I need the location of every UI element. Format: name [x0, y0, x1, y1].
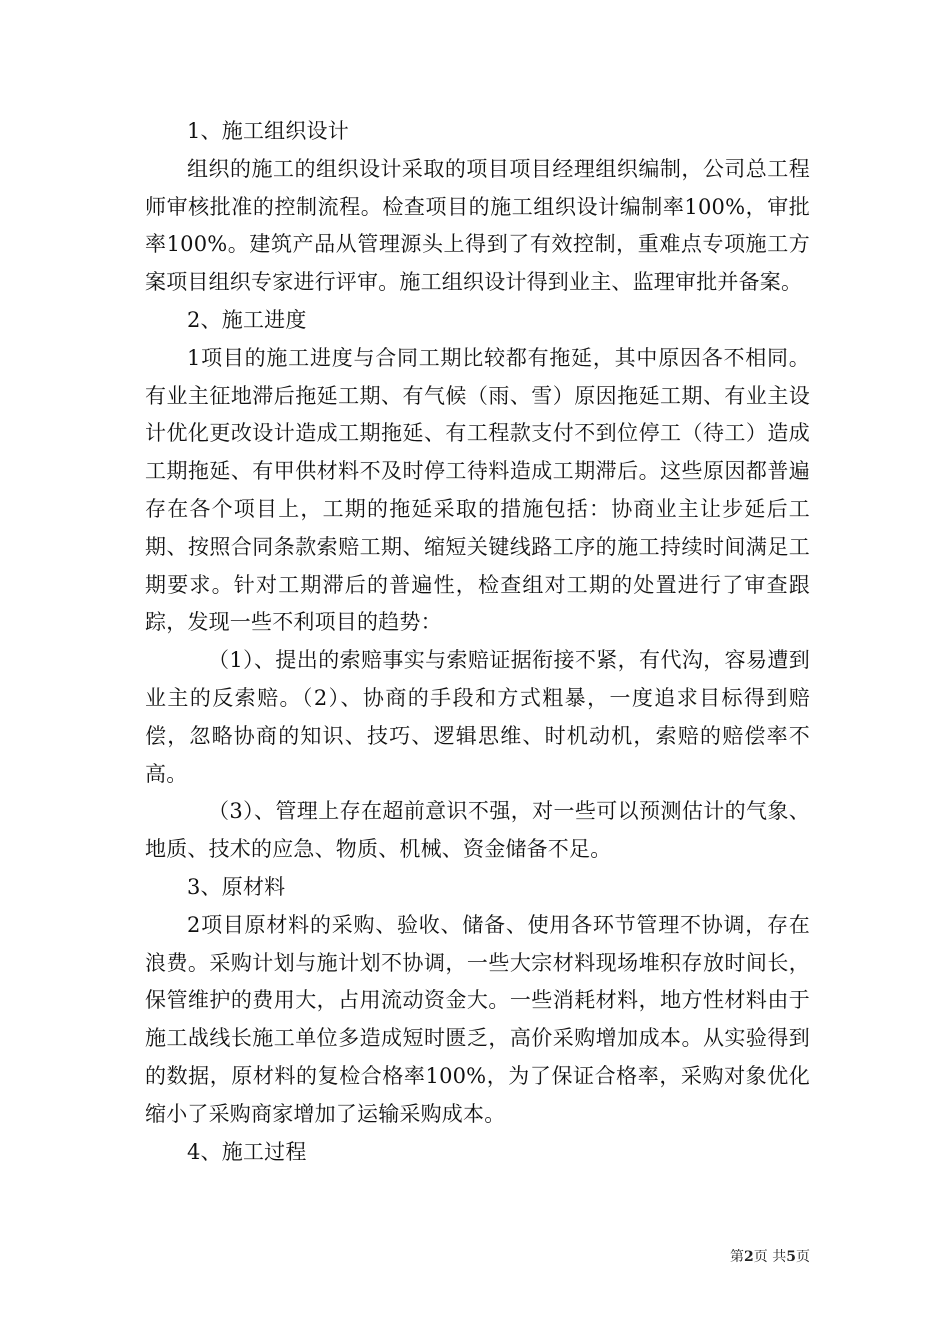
- section-heading-raw-materials: 3、原材料: [187, 874, 286, 899]
- document-body: [145, 113, 810, 1171]
- footer-total-pages: 5: [786, 1249, 796, 1265]
- paragraph-construction-design: 组织的施工的组织设计采取的项目项目经理组织编制，公司总工程师审核批准的控制流程。检查项目的施工组织设计编制率100%，审批率100%。建筑产品从管理源头上得到了有效控制，重难点专项施工方案项目组织专家进行评审。施工组织设计得到业主、监理审批并备案。: [145, 156, 810, 295]
- page-number-footer: [700, 1246, 810, 1266]
- section-heading-construction-progress: 2、施工进度: [187, 307, 307, 332]
- footer-prefix: 第: [730, 1249, 745, 1265]
- footer-middle: 页 共: [753, 1249, 787, 1265]
- footer-current-page: 2: [744, 1249, 754, 1265]
- footer-suffix: 页: [796, 1249, 810, 1265]
- paragraph-progress-issue-3: （3）、管理上存在超前意识不强，对一些可以预测估计的气象、地质、技术的应急、物质、机械、资金储备不足。: [145, 799, 810, 862]
- paragraph-progress-issues-1-2: （1）、提出的索赔事实与索赔证据衔接不紧，有代沟，容易遭到业主的反索赔。（2）、协商的手段和方式粗暴，一度追求目标得到赔偿，忽略协商的知识、技巧、逻辑思维、时机动机，索赔的赔偿率不高。: [145, 648, 810, 786]
- paragraph-raw-materials: 2项目原材料的采购、验收、储备、使用各环节管理不协调，存在浪费。采购计划与施计划不协调，一些大宗材料现场堆积存放时间长，保管维护的费用大，占用流动资金大。一些消耗材料，地方性材料由于施工战线长施工单位多造成短时匮乏，高价采购增加成本。从实验得到的数据，原材料的复检合格率100%，为了保证合格率，采购对象优化缩小了采购商家增加了运输采购成本。: [145, 912, 810, 1126]
- paragraph-construction-progress: 1项目的施工进度与合同工期比较都有拖延，其中原因各不相同。有业主征地滞后拖延工期、有气候（雨、雪）原因拖延工期、有业主设计优化更改设计造成工期拖延、有工程款支付不到位停工（待工）造成工期拖延、有甲供材料不及时停工待料造成工期滞后。这些原因都普遍存在各个项目上，工期的拖延采取的措施包括：协商业主让步延后工期、按照合同条款索赔工期、缩短关键线路工序的施工持续时间满足工期要求。针对工期滞后的普遍性，检查组对工期的处置进行了审查跟踪，发现一些不利项目的趋势：: [145, 345, 810, 635]
- section-heading-construction-design: 1、施工组织设计: [187, 119, 349, 143]
- section-heading-construction-process: 4、施工过程: [187, 1139, 307, 1164]
